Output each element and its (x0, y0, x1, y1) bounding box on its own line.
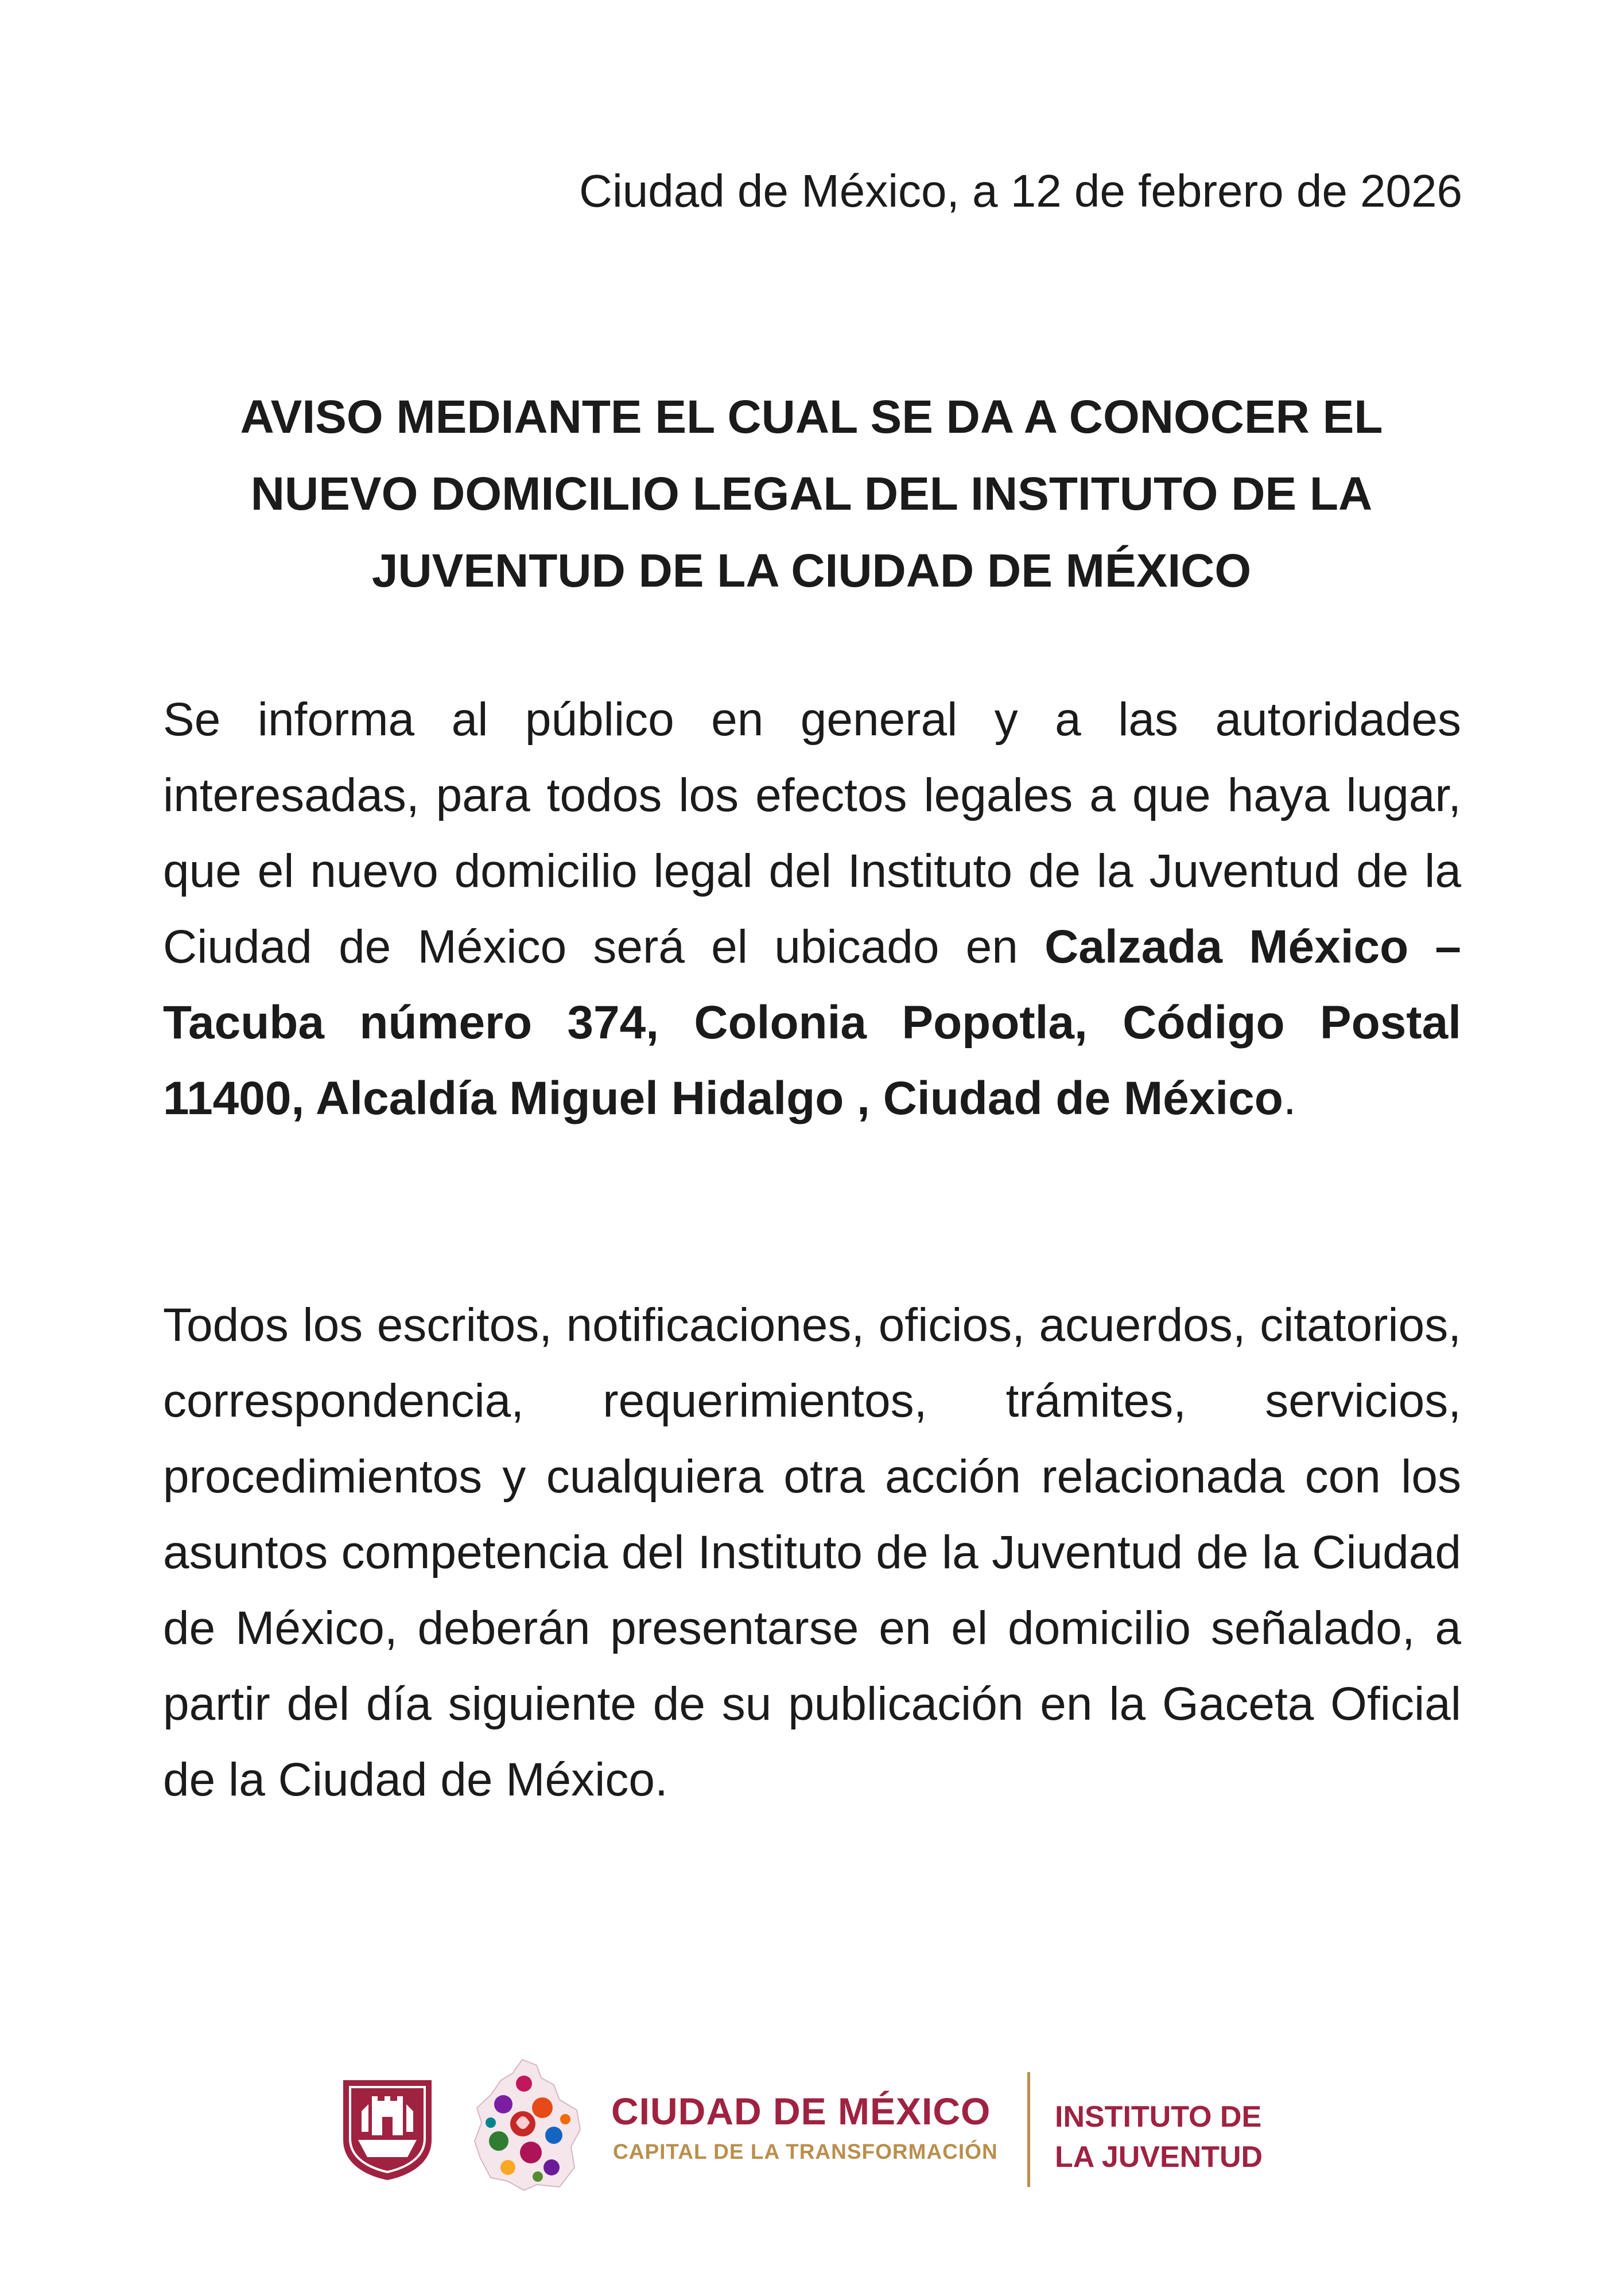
city-name: CIUDAD DE MÉXICO (611, 2090, 991, 2132)
paragraph-address-intro: Se informa al público en general y a las autoridades interesadas, para todos los efectos legales a que haya lugar, que el nuevo domicilio legal del Instituto de la Juventud de la Ciudad de México será el ubicado en (163, 693, 1461, 973)
city-coat-of-arms-icon (339, 2077, 436, 2183)
notice-title: AVISO MEDIANTE EL CUAL SE DA A CONOCER EL NUEVO DOMICILIO LEGAL DEL INSTITUTO DE LA JUVENTUD DE LA CIUDAD DE MÉXICO (240, 391, 1383, 597)
city-slogan: CAPITAL DE LA TRANSFORMACIÓN (613, 2140, 998, 2163)
institute-name-line1: INSTITUTO DE (1055, 2100, 1262, 2134)
paragraph-procedures: Todos los escritos, notificaciones, oficios, acuerdos, citatorios, correspondencia, requerimientos, trámites, servicios, procedimientos y cualquiera otra acción relacionada con los asuntos competencia del Instituto de la Juventud de la Ciudad de México, deberán presentarse en el domicilio señalado, a partir del día siguiente de su publicación en la Gaceta Oficial de la Ciudad de México. (163, 1299, 1461, 1806)
institute-name-line2: LA JUVENTUD (1055, 2140, 1263, 2174)
paragraph-address (163, 682, 1461, 1137)
cdmx-map-flowers-icon (468, 2055, 588, 2193)
logo-divider (1027, 2072, 1030, 2187)
footer-logos (339, 2055, 1291, 2193)
address-text: Calzada México – Tacuba número 374, Colonia Popotla, Código Postal 11400, Alcaldía Miguel Hidalgo , Ciudad de México (163, 921, 1462, 1124)
paragraph-address-end: . (1283, 1072, 1296, 1124)
date-line: Ciudad de México, a 12 de febrero de 2026 (579, 165, 1462, 216)
